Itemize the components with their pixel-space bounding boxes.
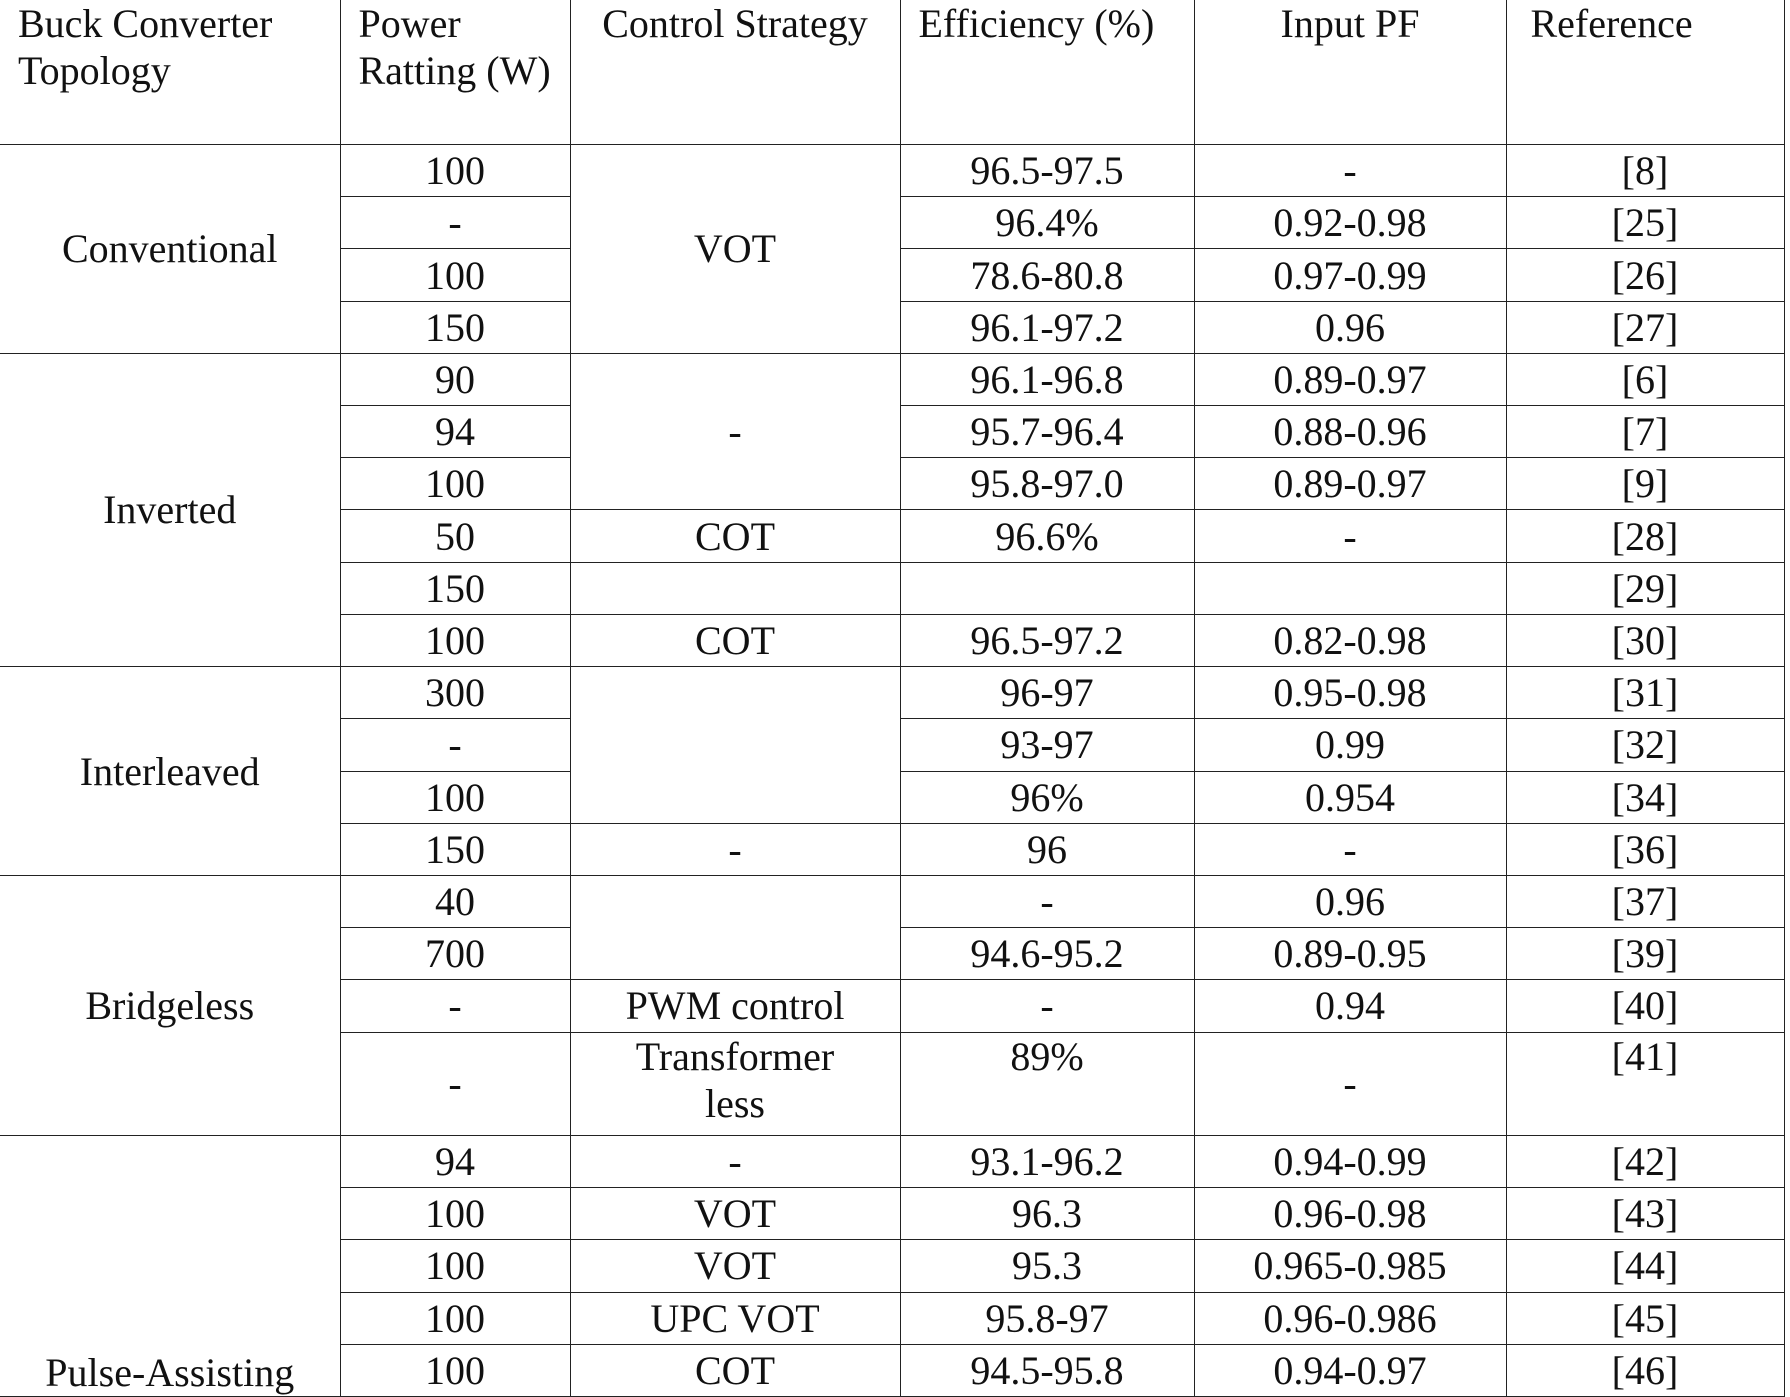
power-cell: - [340,197,570,249]
header-input-pf: Input PF [1194,0,1506,145]
header-reference: Reference [1506,0,1784,145]
efficiency-cell: 89% [900,1032,1194,1135]
efficiency-cell: 95.8-97 [900,1292,1194,1344]
efficiency-cell: 94.6-95.2 [900,928,1194,980]
reference-cell: [41] [1506,1032,1784,1135]
pf-cell: 0.97-0.99 [1194,249,1506,301]
efficiency-cell: 94.5-95.8 [900,1344,1194,1396]
pf-cell: - [1194,510,1506,562]
efficiency-cell: 96.6% [900,510,1194,562]
control-cell [570,875,900,979]
pf-cell: - [1194,1032,1506,1135]
reference-cell: [32] [1506,719,1784,771]
power-cell: - [340,719,570,771]
power-cell: 100 [340,458,570,510]
pf-cell: 0.95-0.98 [1194,667,1506,719]
power-cell: 300 [340,667,570,719]
power-cell: 90 [340,353,570,405]
efficiency-cell: - [900,980,1194,1032]
reference-cell: [25] [1506,197,1784,249]
reference-cell: [7] [1506,406,1784,458]
pf-cell: 0.96-0.986 [1194,1292,1506,1344]
control-cell: - [570,1135,900,1187]
control-cell: PWM control [570,980,900,1032]
pf-cell: 0.92-0.98 [1194,197,1506,249]
control-cell: VOT [570,145,900,354]
efficiency-cell: 96% [900,771,1194,823]
reference-cell: [30] [1506,614,1784,666]
pf-cell: - [1194,823,1506,875]
reference-cell: [40] [1506,980,1784,1032]
power-cell: 100 [340,249,570,301]
reference-cell: [9] [1506,458,1784,510]
power-cell: 700 [340,928,570,980]
control-cell: COT [570,614,900,666]
control-cell: COT [570,1344,900,1396]
table-row [0,145,1784,197]
control-cell: COT [570,510,900,562]
reference-cell: [44] [1506,1240,1784,1292]
pf-cell: 0.88-0.96 [1194,406,1506,458]
efficiency-cell: 96.5-97.2 [900,614,1194,666]
power-cell: 100 [340,1240,570,1292]
power-cell: 100 [340,1344,570,1396]
efficiency-cell [900,562,1194,614]
power-cell: 94 [340,406,570,458]
table-row [0,353,1784,405]
pf-cell: 0.89-0.97 [1194,353,1506,405]
pf-cell: 0.99 [1194,719,1506,771]
pf-cell: 0.965-0.985 [1194,1240,1506,1292]
reference-cell: [39] [1506,928,1784,980]
power-cell: 100 [340,1292,570,1344]
pf-cell: 0.96-0.98 [1194,1188,1506,1240]
control-cell [570,667,900,824]
control-cell: Transformer less [570,1032,900,1135]
efficiency-cell: 96.1-96.8 [900,353,1194,405]
pf-cell: - [1194,145,1506,197]
pf-cell: 0.94 [1194,980,1506,1032]
header-topology: Buck Converter Topology [0,0,340,145]
control-cell: UPC VOT [570,1292,900,1344]
control-cell [570,562,900,614]
power-cell: 50 [340,510,570,562]
efficiency-cell: 96.1-97.2 [900,301,1194,353]
pf-cell: 0.89-0.97 [1194,458,1506,510]
power-cell: 100 [340,145,570,197]
power-cell: 100 [340,614,570,666]
power-cell: 150 [340,562,570,614]
reference-cell: [6] [1506,353,1784,405]
efficiency-cell: 95.3 [900,1240,1194,1292]
pf-cell: 0.82-0.98 [1194,614,1506,666]
control-cell: VOT [570,1188,900,1240]
reference-cell: [46] [1506,1344,1784,1396]
efficiency-cell: 95.8-97.0 [900,458,1194,510]
topology-cell: Inverted [0,353,340,666]
table-row [0,875,1784,927]
header-power: Power Ratting (W) [340,0,570,145]
header-efficiency: Efficiency (%) [900,0,1194,145]
topology-cell: Pulse-Assisting [0,1135,340,1396]
efficiency-cell: 96.3 [900,1188,1194,1240]
control-cell: VOT [570,1240,900,1292]
efficiency-cell: 93.1-96.2 [900,1135,1194,1187]
pf-cell: 0.96 [1194,301,1506,353]
reference-cell: [42] [1506,1135,1784,1187]
reference-cell: [45] [1506,1292,1784,1344]
header-row [0,0,1784,145]
pf-cell: 0.954 [1194,771,1506,823]
pf-cell: 0.94-0.97 [1194,1344,1506,1396]
power-cell: 150 [340,301,570,353]
efficiency-cell: 96-97 [900,667,1194,719]
efficiency-cell: 95.7-96.4 [900,406,1194,458]
power-cell: 100 [340,771,570,823]
table-row [0,667,1784,719]
reference-cell: [27] [1506,301,1784,353]
power-cell: 150 [340,823,570,875]
power-cell: 94 [340,1135,570,1187]
pf-cell: 0.96 [1194,875,1506,927]
efficiency-cell: - [900,875,1194,927]
topology-cell: Interleaved [0,667,340,876]
reference-cell: [34] [1506,771,1784,823]
reference-cell: [43] [1506,1188,1784,1240]
reference-cell: [37] [1506,875,1784,927]
efficiency-cell: 96.5-97.5 [900,145,1194,197]
topology-cell: Conventional [0,145,340,354]
header-control: Control Strategy [570,0,900,145]
reference-cell: [26] [1506,249,1784,301]
reference-cell: [29] [1506,562,1784,614]
reference-cell: [8] [1506,145,1784,197]
pf-cell [1194,562,1506,614]
reference-cell: [36] [1506,823,1784,875]
power-cell: 40 [340,875,570,927]
efficiency-cell: 96 [900,823,1194,875]
efficiency-cell: 78.6-80.8 [900,249,1194,301]
reference-cell: [31] [1506,667,1784,719]
efficiency-cell: 93-97 [900,719,1194,771]
control-cell: - [570,823,900,875]
topology-cell: Bridgeless [0,875,340,1135]
power-cell: - [340,1032,570,1135]
pf-cell: 0.94-0.99 [1194,1135,1506,1187]
pf-cell: 0.89-0.95 [1194,928,1506,980]
power-cell: 100 [340,1188,570,1240]
power-cell: - [340,980,570,1032]
control-cell: - [570,353,900,510]
reference-cell: [28] [1506,510,1784,562]
table-row [0,1135,1784,1187]
efficiency-cell: 96.4% [900,197,1194,249]
